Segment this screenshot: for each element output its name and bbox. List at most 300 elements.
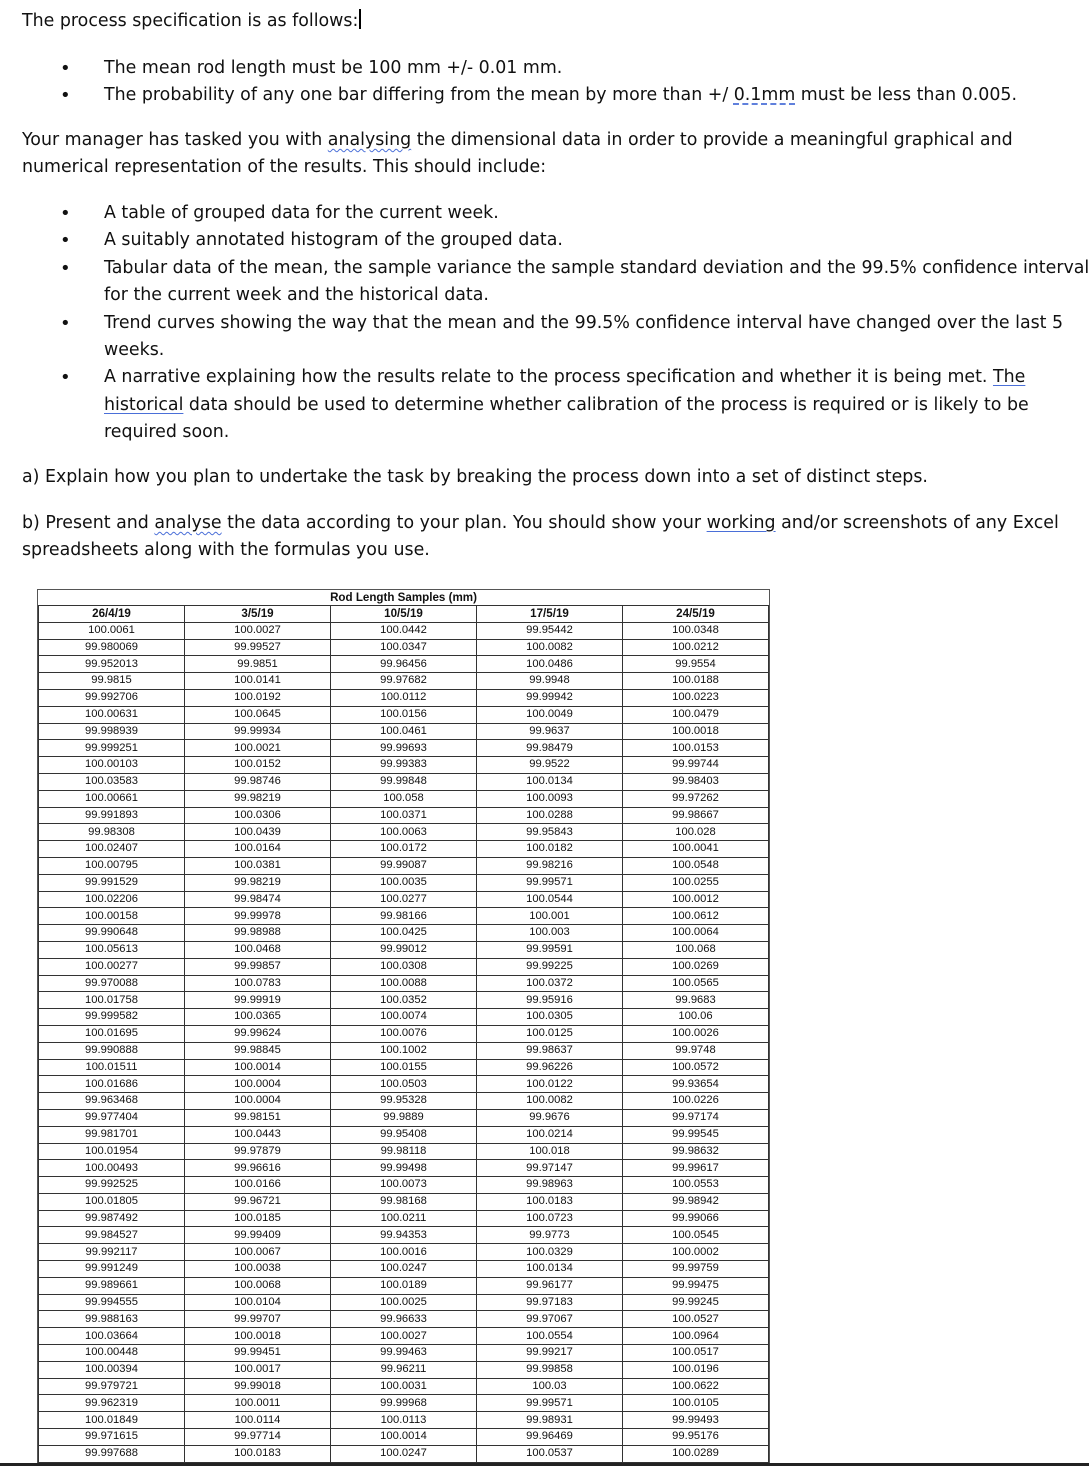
table-cell: 100.0192 [185, 689, 331, 706]
table-cell: 100.0214 [477, 1126, 623, 1143]
table-cell: 100.00277 [39, 958, 185, 975]
table-row [39, 1009, 769, 1026]
table-cell: 100.0026 [623, 1025, 769, 1042]
table-cell: 99.971615 [39, 1429, 185, 1446]
table-cell: 99.999251 [39, 740, 185, 757]
task-item [60, 364, 1089, 446]
table-cell: 99.97879 [185, 1143, 331, 1160]
table-cell: 99.97067 [477, 1311, 623, 1328]
table-cell: 100.0105 [623, 1395, 769, 1412]
table-row [39, 723, 769, 740]
table-cell: 100.0622 [623, 1378, 769, 1395]
table-cell: 100.1002 [331, 1042, 477, 1059]
table-cell: 99.97147 [477, 1160, 623, 1177]
table-cell: 100.0063 [331, 824, 477, 841]
table-cell: 100.028 [623, 824, 769, 841]
table-row [39, 639, 769, 656]
table-cell: 100.0517 [623, 1345, 769, 1362]
table-cell: 100.0425 [331, 925, 477, 942]
table-cell: 99.99245 [623, 1294, 769, 1311]
table-row [39, 1025, 769, 1042]
spell-flag: analysing [327, 130, 412, 150]
table-cell: 100.0443 [185, 1126, 331, 1143]
table-row [39, 1227, 769, 1244]
table-cell: 100.0288 [477, 807, 623, 824]
table-cell: 99.9773 [477, 1227, 623, 1244]
table-cell: 100.0141 [185, 673, 331, 690]
table-row [39, 824, 769, 841]
table-cell: 99.98219 [185, 790, 331, 807]
table-cell: 100.0104 [185, 1294, 331, 1311]
table-cell: 99.99617 [623, 1160, 769, 1177]
table-row [39, 1378, 769, 1395]
table-cell: 99.992117 [39, 1244, 185, 1261]
table-cell: 100.0247 [331, 1261, 477, 1278]
table-cell: 99.99545 [623, 1126, 769, 1143]
intro-line [22, 8, 361, 35]
task-item: • A table of grouped data for the current week. [60, 200, 1089, 227]
table-cell: 99.994555 [39, 1294, 185, 1311]
table-cell: 99.980069 [39, 639, 185, 656]
table-cell: 99.98118 [331, 1143, 477, 1160]
table-cell: 99.9637 [477, 723, 623, 740]
table-cell: 99.98219 [185, 874, 331, 891]
spell-flag: analyse [154, 513, 222, 533]
table-cell: 99.99451 [185, 1345, 331, 1362]
table-cell: 100.0088 [331, 975, 477, 992]
table-cell: 100.0188 [623, 673, 769, 690]
table-cell: 100.00631 [39, 706, 185, 723]
question-a: a) Explain how you plan to undertake the task by breaking the process down into a set of distinct steps. [22, 467, 928, 487]
table-cell: 99.98845 [185, 1042, 331, 1059]
table-cell: 99.99744 [623, 757, 769, 774]
table-cell: 99.99217 [477, 1345, 623, 1362]
table-cell: 99.99383 [331, 757, 477, 774]
table-cell: 100.0004 [185, 1093, 331, 1110]
table-cell: 100.0468 [185, 941, 331, 958]
table-cell: 99.99624 [185, 1025, 331, 1042]
table-body [39, 622, 769, 1462]
table-cell: 100.0185 [185, 1210, 331, 1227]
table-cell: 100.0073 [331, 1177, 477, 1194]
table-cell: 100.02407 [39, 841, 185, 858]
table-row [39, 740, 769, 757]
table-row [39, 1328, 769, 1345]
table-cell: 100.058 [331, 790, 477, 807]
table-cell: 100.0125 [477, 1025, 623, 1042]
table-cell: 99.98168 [331, 1193, 477, 1210]
table-cell: 100.0486 [477, 656, 623, 673]
table-cell: 99.970088 [39, 975, 185, 992]
table-cell: 99.9815 [39, 673, 185, 690]
table-row [39, 1160, 769, 1177]
table-cell: 100.00394 [39, 1361, 185, 1378]
table-cell: 100.0269 [623, 958, 769, 975]
table-cell: 99.981701 [39, 1126, 185, 1143]
table-cell: 99.99942 [477, 689, 623, 706]
table-cell: 100.0553 [623, 1177, 769, 1194]
table-cell: 99.9676 [477, 1109, 623, 1126]
table-cell: 99.999582 [39, 1009, 185, 1026]
table-cell: 99.99968 [331, 1395, 477, 1412]
table-row [39, 1429, 769, 1446]
table-cell: 99.9554 [623, 656, 769, 673]
table-cell: 100.00493 [39, 1160, 185, 1177]
table-cell: 99.95408 [331, 1126, 477, 1143]
table-cell: 99.9748 [623, 1042, 769, 1059]
table-cell: 99.97714 [185, 1429, 331, 1446]
table-cell: 99.99066 [623, 1210, 769, 1227]
table-cell: 99.98637 [477, 1042, 623, 1059]
table-cell: 100.0082 [477, 1093, 623, 1110]
task-list [60, 200, 1089, 447]
table-row [39, 1177, 769, 1194]
column-header: 10/5/19 [331, 606, 477, 623]
table-cell: 99.99759 [623, 1261, 769, 1278]
table-row [39, 673, 769, 690]
table-cell: 100.0372 [477, 975, 623, 992]
table-cell: 99.99919 [185, 992, 331, 1009]
table-cell: 100.05613 [39, 941, 185, 958]
table-cell: 100.0016 [331, 1244, 477, 1261]
table-row [39, 925, 769, 942]
table-cell: 100.0049 [477, 706, 623, 723]
table-row [39, 622, 769, 639]
table-cell: 100.0226 [623, 1093, 769, 1110]
task-intro-part: the dimensional data in order to provide a meaningful graphical and numerical representation of the results. This should include: [22, 130, 1013, 177]
table-cell: 99.99225 [477, 958, 623, 975]
table-row [39, 1244, 769, 1261]
table-row [39, 807, 769, 824]
table-cell: 99.96616 [185, 1160, 331, 1177]
table-cell: 100.0305 [477, 1009, 623, 1026]
table-cell: 100.03583 [39, 773, 185, 790]
text-cursor [359, 9, 361, 29]
table-cell: 100.01758 [39, 992, 185, 1009]
table-cell: 100.0723 [477, 1210, 623, 1227]
table-row [39, 1042, 769, 1059]
table-cell: 99.9889 [331, 1109, 477, 1126]
table-cell: 100.0068 [185, 1277, 331, 1294]
spec-item: • The mean rod length must be 100 mm +/- 0.01 mm. [60, 55, 1089, 82]
table-cell: 99.99409 [185, 1227, 331, 1244]
table-cell: 99.95916 [477, 992, 623, 1009]
table-cell: 100.0018 [185, 1328, 331, 1345]
table-cell: 99.990888 [39, 1042, 185, 1059]
table-cell: 99.99018 [185, 1378, 331, 1395]
table-cell: 100.0352 [331, 992, 477, 1009]
table-cell: 100.0182 [477, 841, 623, 858]
table-row [39, 992, 769, 1009]
table-cell: 99.98166 [331, 908, 477, 925]
table-cell: 99.99571 [477, 874, 623, 891]
table-cell: 99.96633 [331, 1311, 477, 1328]
table-cell: 100.01511 [39, 1059, 185, 1076]
table-cell: 100.0152 [185, 757, 331, 774]
table-cell: 100.001 [477, 908, 623, 925]
table-cell: 100.0964 [623, 1328, 769, 1345]
table-cell: 99.97183 [477, 1294, 623, 1311]
table-cell: 100.0461 [331, 723, 477, 740]
table-row [39, 706, 769, 723]
table-cell: 99.98216 [477, 857, 623, 874]
table-cell: 99.998939 [39, 723, 185, 740]
table-cell: 100.02206 [39, 891, 185, 908]
table-cell: 100.0021 [185, 740, 331, 757]
table-cell: 99.95843 [477, 824, 623, 841]
grammar-flag: The historical [104, 367, 1026, 415]
table-cell: 100.0035 [331, 874, 477, 891]
table-cell: 100.0153 [623, 740, 769, 757]
table-cell: 100.0183 [185, 1445, 331, 1462]
table-cell: 100.00158 [39, 908, 185, 925]
table-cell: 99.98931 [477, 1412, 623, 1429]
table-cell: 99.991893 [39, 807, 185, 824]
table-cell: 100.0527 [623, 1311, 769, 1328]
table-cell: 99.984527 [39, 1227, 185, 1244]
table-cell: 100.01686 [39, 1076, 185, 1093]
table-cell: 100.0012 [623, 891, 769, 908]
table-cell: 99.9522 [477, 757, 623, 774]
table-cell: 99.99493 [623, 1412, 769, 1429]
table-row [39, 1143, 769, 1160]
table-row [39, 1395, 769, 1412]
table-cell: 99.99463 [331, 1345, 477, 1362]
table-cell: 100.0189 [331, 1277, 477, 1294]
table-cell: 100.0113 [331, 1412, 477, 1429]
table-cell: 100.0783 [185, 975, 331, 992]
table-cell: 100.0223 [623, 689, 769, 706]
table-row [39, 1059, 769, 1076]
table-row [39, 1445, 769, 1462]
column-header: 3/5/19 [185, 606, 331, 623]
table-cell: 100.0565 [623, 975, 769, 992]
table-cell: 99.98474 [185, 891, 331, 908]
table-cell: 100.03664 [39, 1328, 185, 1345]
table-cell: 99.95176 [623, 1429, 769, 1446]
table-cell: 100.00795 [39, 857, 185, 874]
table-row [39, 1412, 769, 1429]
table-cell: 100.0572 [623, 1059, 769, 1076]
table-row [39, 757, 769, 774]
table-cell: 100.0002 [623, 1244, 769, 1261]
task-intro-part: Your manager has tasked you with [22, 130, 328, 150]
table-cell: 100.0004 [185, 1076, 331, 1093]
table-cell: 100.0134 [477, 773, 623, 790]
table-cell: 100.0381 [185, 857, 331, 874]
table-row [39, 1193, 769, 1210]
table-cell: 100.0155 [331, 1059, 477, 1076]
table-cell: 100.0017 [185, 1361, 331, 1378]
table-cell: 99.97174 [623, 1109, 769, 1126]
table-cell: 99.9683 [623, 992, 769, 1009]
table-row [39, 1093, 769, 1110]
table-cell: 99.98479 [477, 740, 623, 757]
table-cell: 100.0371 [331, 807, 477, 824]
table-cell: 100.03 [477, 1378, 623, 1395]
table-cell: 100.0172 [331, 841, 477, 858]
table-cell: 100.0014 [185, 1059, 331, 1076]
table-cell: 99.97262 [623, 790, 769, 807]
task-item-part: data should be used to determine whether calibration of the process is required or is likely to be required soon. [104, 394, 1029, 443]
task-intro [22, 127, 1072, 181]
table-cell: 100.01695 [39, 1025, 185, 1042]
grammar-flag: working [706, 513, 776, 533]
table-cell: 100.018 [477, 1143, 623, 1160]
table-title: Rod Length Samples (mm) [330, 591, 477, 604]
table-cell: 100.00448 [39, 1345, 185, 1362]
table-cell: 99.93654 [623, 1076, 769, 1093]
table-cell: 100.0548 [623, 857, 769, 874]
column-header: 24/5/19 [623, 606, 769, 623]
spec-item: • The probability of any one bar differing from the mean by more than +/ 0.1mm must be less than 0.005. [60, 82, 1089, 109]
table-cell: 99.989661 [39, 1277, 185, 1294]
table-cell: 99.987492 [39, 1210, 185, 1227]
table-cell: 100.0211 [331, 1210, 477, 1227]
table-cell: 99.99527 [185, 639, 331, 656]
table-cell: 99.98403 [623, 773, 769, 790]
table-cell: 100.0122 [477, 1076, 623, 1093]
table-row [39, 1277, 769, 1294]
intro-text: The process specification is as follows: [22, 11, 359, 31]
table-cell: 99.96211 [331, 1361, 477, 1378]
table-cell: 99.99591 [477, 941, 623, 958]
table-cell: 99.977404 [39, 1109, 185, 1126]
question-b-part: b) Present and [22, 513, 155, 533]
task-item: • A suitably annotated histogram of the grouped data. [60, 227, 1089, 254]
table-cell: 100.0074 [331, 1009, 477, 1026]
table-cell: 99.99848 [331, 773, 477, 790]
table-cell: 99.98667 [623, 807, 769, 824]
table-cell: 100.0093 [477, 790, 623, 807]
table-cell: 100.0027 [331, 1328, 477, 1345]
table-cell: 99.963468 [39, 1093, 185, 1110]
table-cell: 100.0537 [477, 1445, 623, 1462]
table-row [39, 1311, 769, 1328]
table-cell: 99.99857 [185, 958, 331, 975]
table-cell: 100.0076 [331, 1025, 477, 1042]
table-cell: 99.99087 [331, 857, 477, 874]
task-item: • Tabular data of the mean, the sample variance the sample standard deviation and the 99.5% confidence interval for the current week and the historical data. [60, 255, 1089, 310]
table-cell: 100.0277 [331, 891, 477, 908]
table-cell: 100.0082 [477, 639, 623, 656]
table-row [39, 891, 769, 908]
table-cell: 100.003 [477, 925, 623, 942]
table-cell: 100.0255 [623, 874, 769, 891]
table-cell: 100.0308 [331, 958, 477, 975]
table-cell: 99.991249 [39, 1261, 185, 1278]
table-cell: 99.98963 [477, 1177, 623, 1194]
table-cell: 100.0038 [185, 1261, 331, 1278]
table-cell: 99.952013 [39, 656, 185, 673]
table-cell: 99.98942 [623, 1193, 769, 1210]
table-cell: 100.0067 [185, 1244, 331, 1261]
table-cell: 100.0014 [331, 1429, 477, 1446]
table-cell: 100.0612 [623, 908, 769, 925]
table-cell: 100.0134 [477, 1261, 623, 1278]
task-item: • Trend curves showing the way that the mean and the 99.5% confidence interval have changed over the last 5 weeks. [60, 310, 1089, 365]
table-cell: 99.96177 [477, 1277, 623, 1294]
table-cell: 99.96226 [477, 1059, 623, 1076]
table-cell: 99.962319 [39, 1395, 185, 1412]
table-cell: 99.99012 [331, 941, 477, 958]
table-cell: 99.990648 [39, 925, 185, 942]
table-cell: 100.01954 [39, 1143, 185, 1160]
table-cell: 99.96469 [477, 1429, 623, 1446]
table-row [39, 958, 769, 975]
table-cell: 99.9851 [185, 656, 331, 673]
table-cell: 100.0183 [477, 1193, 623, 1210]
table-cell: 99.98632 [623, 1143, 769, 1160]
table-cell: 100.0365 [185, 1009, 331, 1026]
table-cell: 99.98746 [185, 773, 331, 790]
table-cell: 99.99571 [477, 1395, 623, 1412]
table-cell: 100.068 [623, 941, 769, 958]
table-row [39, 941, 769, 958]
table-cell: 100.0018 [623, 723, 769, 740]
table-cell: 100.01805 [39, 1193, 185, 1210]
table-cell: 99.991529 [39, 874, 185, 891]
table-cell: 99.99934 [185, 723, 331, 740]
rod-length-table [37, 589, 770, 1463]
table-cell: 99.992706 [39, 689, 185, 706]
table-cell: 100.0212 [623, 639, 769, 656]
table-cell: 100.0031 [331, 1378, 477, 1395]
table-cell: 100.0025 [331, 1294, 477, 1311]
table-cell: 100.0247 [331, 1445, 477, 1462]
table-cell: 100.0439 [185, 824, 331, 841]
table-cell: 99.9948 [477, 673, 623, 690]
table-cell: 100.0544 [477, 891, 623, 908]
table-row [39, 908, 769, 925]
table-row [39, 790, 769, 807]
table-cell: 100.0064 [623, 925, 769, 942]
question-b [22, 510, 1072, 564]
table-row [39, 1126, 769, 1143]
samples-grid [38, 605, 769, 1463]
table-cell: 100.0306 [185, 807, 331, 824]
table-cell: 100.00103 [39, 757, 185, 774]
table-cell: 100.0166 [185, 1177, 331, 1194]
table-cell: 100.0027 [185, 622, 331, 639]
table-row [39, 857, 769, 874]
table-cell: 99.98988 [185, 925, 331, 942]
table-cell: 99.98151 [185, 1109, 331, 1126]
table-cell: 99.99693 [331, 740, 477, 757]
table-cell: 100.0196 [623, 1361, 769, 1378]
table-row [39, 1261, 769, 1278]
table-cell: 100.0112 [331, 689, 477, 706]
table-cell: 100.0348 [623, 622, 769, 639]
table-cell: 100.0503 [331, 1076, 477, 1093]
page-bottom-rule [0, 1463, 1089, 1466]
table-cell: 99.99498 [331, 1160, 477, 1177]
table-cell: 99.988163 [39, 1311, 185, 1328]
table-row [39, 1076, 769, 1093]
spec-list [60, 55, 1089, 110]
table-cell: 99.99858 [477, 1361, 623, 1378]
table-cell: 100.0289 [623, 1445, 769, 1462]
table-cell: 99.98308 [39, 824, 185, 841]
table-cell: 99.95442 [477, 622, 623, 639]
question-b-part: and/or screenshots of any Excel spreadsheets along with the formulas you use. [22, 513, 1059, 560]
table-row [39, 689, 769, 706]
table-row [39, 1294, 769, 1311]
table-cell: 99.99475 [623, 1277, 769, 1294]
table-row [39, 975, 769, 992]
table-row [39, 773, 769, 790]
table-cell: 99.992525 [39, 1177, 185, 1194]
